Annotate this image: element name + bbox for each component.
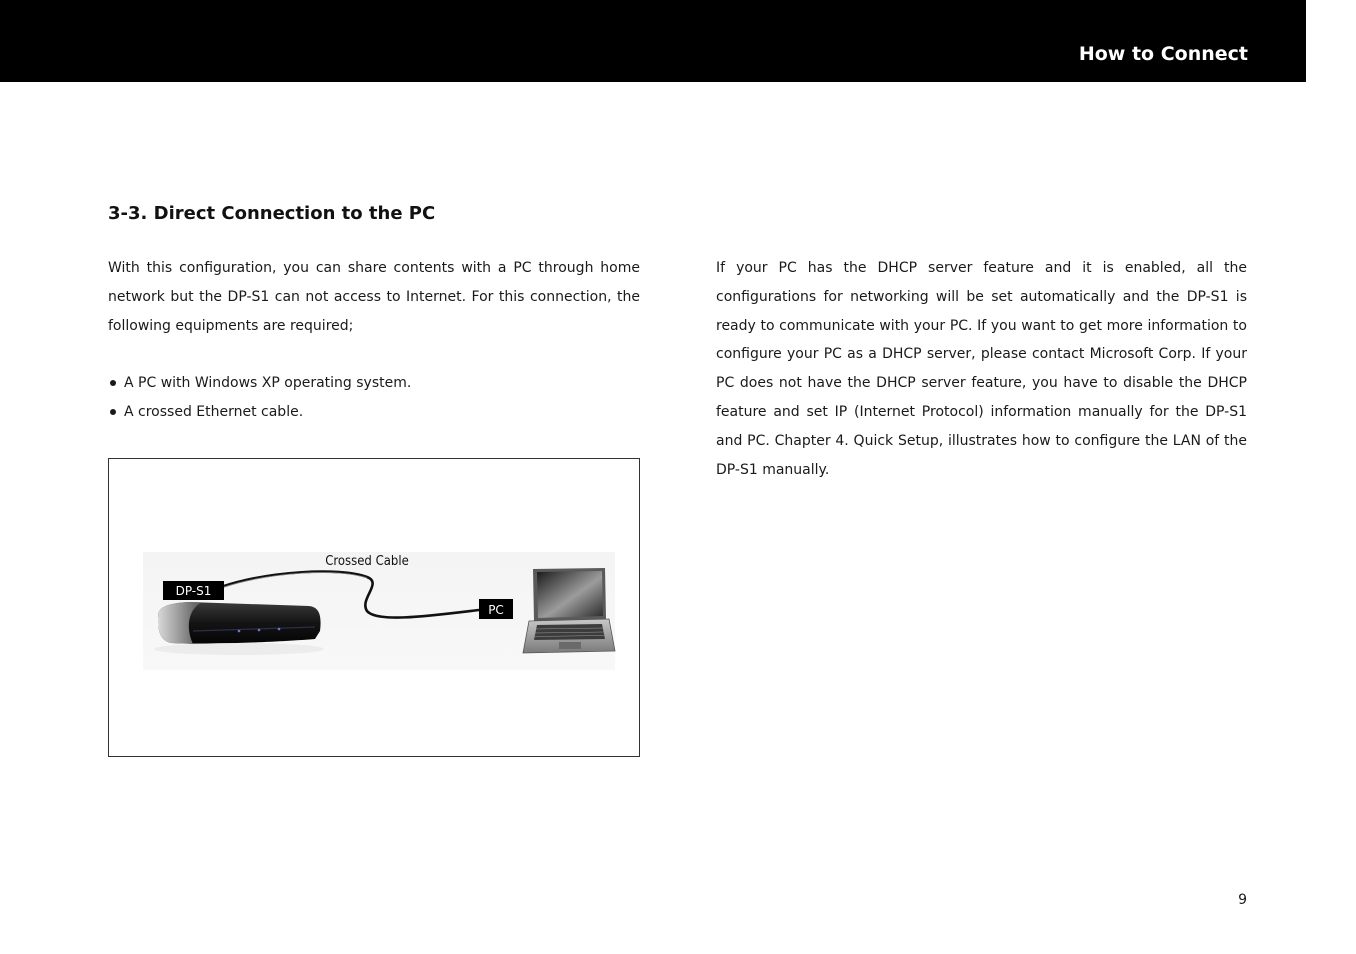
dhcp-paragraph: If your PC has the DHCP server feature and it is enabled, all the configurations for networking will be set automatically and the DP-S1 is ready to communicate with your PC. If you want to get more information to configure your PC as a DHCP server, please contact Microsoft Corp. If your PC does not have the DHCP server feature, you have to disable the DHCP feature and set IP (Internet Protocol) information manually for the DP-S1 and PC. Chapter 4. Quick Setup, illustrates how to configure the LAN of the DP-S1 manually. [716,260,1247,478]
header-title: How to Connect [1078,43,1248,65]
page-number: 9 [1238,892,1247,908]
requirements-list [108,369,411,427]
bullet-icon [110,409,116,415]
cable-label: Crossed Cable [325,554,409,569]
media-player-icon [154,602,324,655]
list-item [108,369,411,398]
list-item-text: A crossed Ethernet cable. [124,403,304,420]
pc-label: PC [488,603,504,617]
header-bar [0,0,1306,82]
list-item [108,398,411,427]
list-item-text: A PC with Windows XP operating system. [124,375,412,391]
section-title: 3-3. Direct Connection to the PC [108,203,436,224]
bullet-icon [110,380,116,386]
connection-diagram-illustration [109,459,639,756]
device-label: DP-S1 [175,584,212,598]
intro-paragraph: With this configuration, you can share contents with a PC through home network but the DP-S1 can not access to Internet. For this connection, the following equipments are required; [108,260,640,334]
laptop-icon [523,568,615,653]
connection-diagram [108,458,640,757]
